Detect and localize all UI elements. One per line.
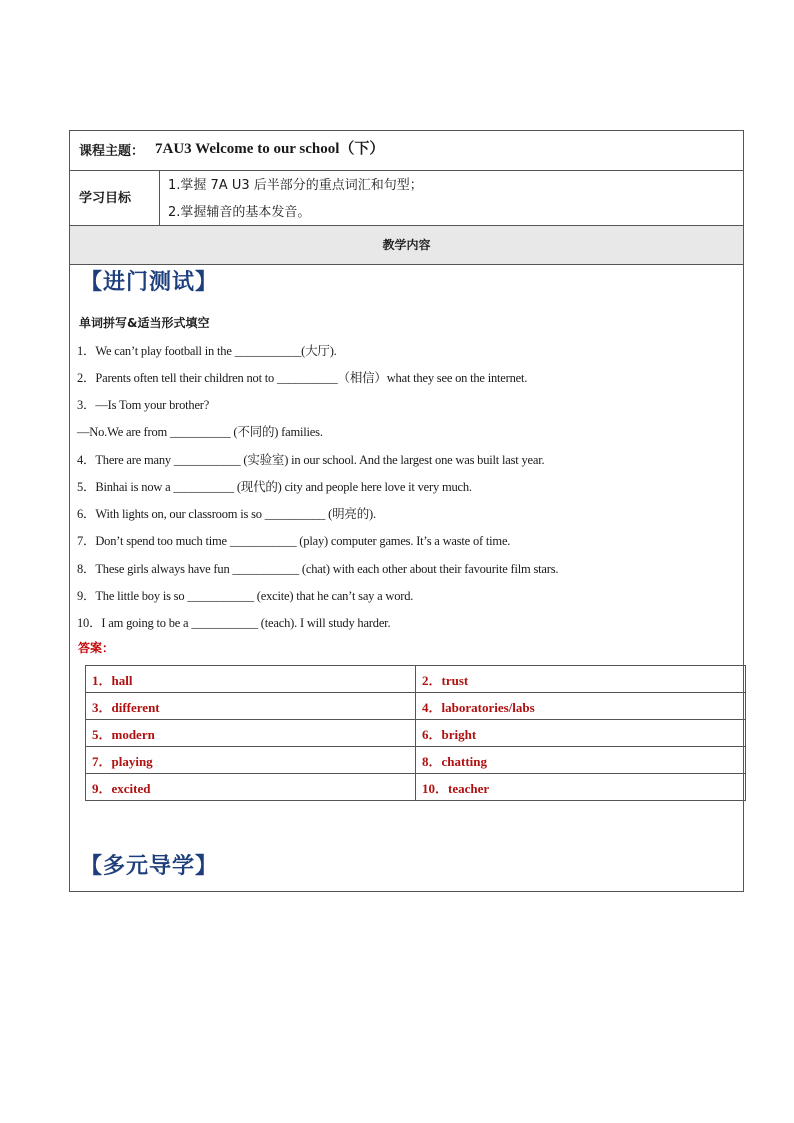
topic-row <box>70 131 743 171</box>
lesson-frame <box>69 130 744 892</box>
column-divider <box>159 171 160 225</box>
table-row <box>86 693 746 720</box>
question: 5．Binhai is now a __________ (现代的) city and people here love it very much. <box>77 480 472 494</box>
answer-cell: 3．different <box>86 693 416 720</box>
answer-label: 答案： <box>78 641 115 655</box>
topic-label: 课程主题： <box>79 144 145 159</box>
goal-item: 2.掌握辅音的基本发音。 <box>168 205 311 220</box>
goals-label: 学习目标 <box>79 191 132 206</box>
topic-value: 7AU3 Welcome to our school（下） <box>155 141 385 157</box>
question: 3．—Is Tom your brother? <box>77 398 210 412</box>
question: 10．I am going to be a ___________ (teach). I will study harder. <box>77 616 391 630</box>
question: 8．These girls always have fun ___________ (chat) with each other about their favourite film stars. <box>77 562 559 576</box>
table-row <box>86 747 746 774</box>
question: 7．Don’t spend too much time ___________ (play) computer games. It’s a waste of time. <box>77 534 511 548</box>
answer-cell: 7．playing <box>86 747 416 774</box>
answer-cell: 6．bright <box>416 720 746 747</box>
answer-table <box>85 665 746 801</box>
question: 1．We can’t play football in the ___________(大厅). <box>77 344 337 358</box>
goals-row <box>70 171 743 226</box>
exercise-instruction: 单词拼写&适当形式填空 <box>79 316 210 330</box>
answer-cell: 9．excited <box>86 774 416 801</box>
answer-cell: 5．modern <box>86 720 416 747</box>
content-header-row <box>70 226 743 265</box>
answer-cell: 8．chatting <box>416 747 746 774</box>
section-title-entry-test: 【进门测试】 <box>80 270 219 295</box>
question: 9．The little boy is so ___________ (excite) that he can’t say a word. <box>77 589 414 603</box>
section-title-guided-learning: 【多元导学】 <box>80 854 219 879</box>
table-row <box>86 720 746 747</box>
question: 6．With lights on, our classroom is so __________ (明亮的). <box>77 507 376 521</box>
answer-cell: 10．teacher <box>416 774 746 801</box>
answer-cell: 2．trust <box>416 666 746 693</box>
goal-item: 1.掌握 7A U3 后半部分的重点词汇和句型； <box>168 178 423 193</box>
question: —No.We are from __________ (不同的) families. <box>77 425 323 439</box>
content-label: 教学内容 <box>382 238 431 252</box>
question: 2．Parents often tell their children not to __________（相信）what they see on the internet. <box>77 371 528 385</box>
question: 4．There are many ___________ (实验室) in our school. And the largest one was built last year. <box>77 453 545 467</box>
answer-cell: 1．hall <box>86 666 416 693</box>
table-row <box>86 774 746 801</box>
table-row <box>86 666 746 693</box>
answer-cell: 4．laboratories/labs <box>416 693 746 720</box>
